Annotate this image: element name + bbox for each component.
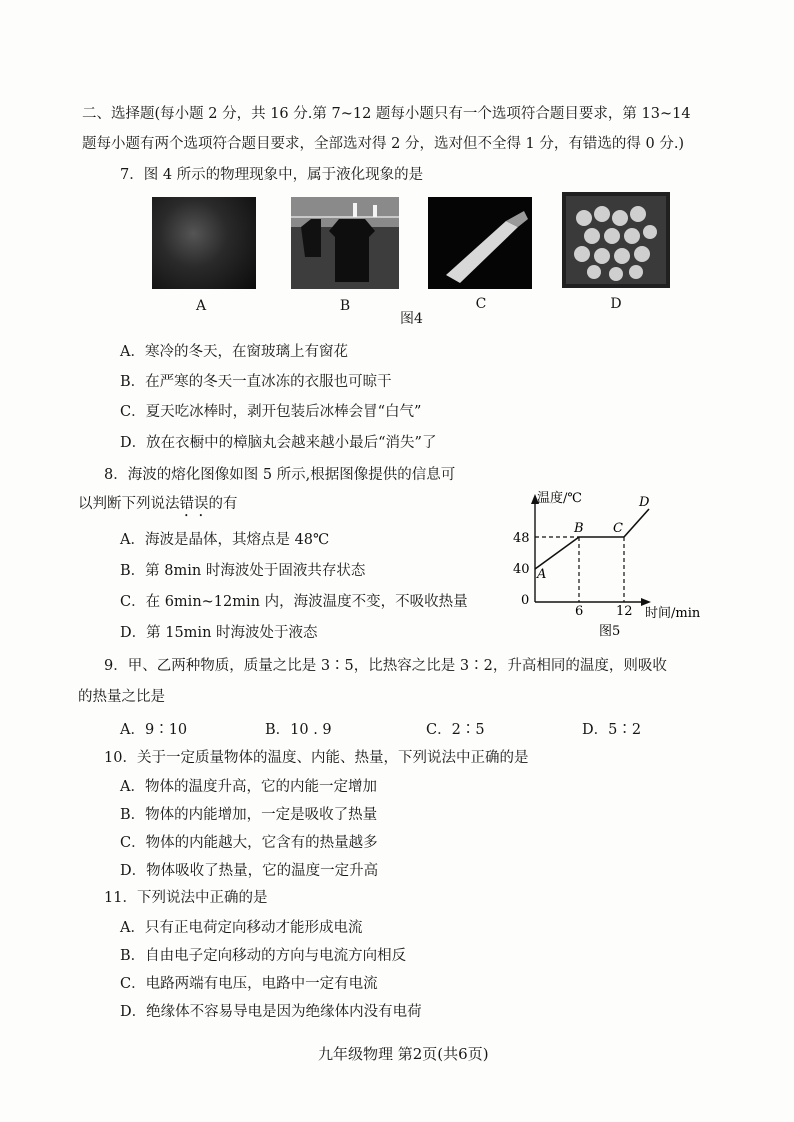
page-footer: 九年级物理 第2页(共6页) [318,1045,489,1063]
q8-option-b: B．第 8min 时海波处于固液共存状态 [120,563,366,579]
graph-x-tick-12: 12 [616,604,633,619]
q7-option-a: A．寒冷的冬天，在窗玻璃上有窗花 [120,344,348,360]
q11-option-c: C．电路两端有电压，电路中一定有电流 [120,976,378,992]
photo-d-mothballs [562,192,670,288]
q10-option-c: C．物体的内能越大，它含有的热量越多 [120,835,378,851]
q7-option-c: C．夏天吃冰棒时，剥开包装后冰棒会冒“白气” [120,404,422,420]
graph-point-a: A [537,567,547,582]
q8-stem-line2: 以判断下列说法错误的有 [78,496,238,512]
q9-option-a: A．9∶10 [120,722,188,738]
graph-melting-curve [535,509,649,569]
q9-stem-line1: 9．甲、乙两种物质，质量之比是 3∶5，比热容之比是 3∶2，升高相同的温度，则吸收 [104,658,667,674]
q9-option-d: D．5∶2 [582,722,642,738]
q7-stem: 7．图 4 所示的物理现象中，属于液化现象的是 [120,167,424,183]
photo-a-window-frost [152,197,256,289]
q11-stem: 11．下列说法中正确的是 [104,890,268,906]
q8-emphasis-word: 错误 [179,496,209,512]
graph-point-d: D [639,495,650,510]
figure-5-melting-graph [505,480,725,645]
q8-option-c: C．在 6min~12min 内，海波温度不变，不吸收热量 [120,594,468,610]
q10-stem: 10．关于一定质量物体的温度、内能、热量，下列说法中正确的是 [104,750,529,766]
q9-option-c: C．2∶5 [426,722,485,738]
graph-point-b: B [574,521,584,536]
photo-label-d: D [610,296,622,312]
q8-stem-line1: 8．海波的熔化图像如图 5 所示,根据图像提供的信息可 [104,467,456,483]
photo-label-a: A [195,298,207,314]
photo-b-frozen-clothes [291,197,399,289]
q11-option-d: D．绝缘体不容易导电是因为绝缘体内没有电荷 [120,1004,422,1020]
q10-option-b: B．物体的内能增加，一定是吸收了热量 [120,807,378,823]
photo-label-c: C [475,296,487,312]
q7-option-d: D．放在衣橱中的樟脑丸会越来越小最后“消失”了 [120,435,437,451]
photo-label-b: B [339,298,351,314]
q11-option-a: A．只有正电荷定向移动才能形成电流 [120,920,363,936]
q8-option-d: D．第 15min 时海波处于液态 [120,625,318,641]
section-header-line1: 二、选择题(每小题 2 分，共 16 分.第 7~12 题每小题只有一个选项符合题目要求，第 13~14 [82,106,691,122]
q11-option-b: B．自由电子定向移动的方向与电流方向相反 [120,948,407,964]
q9-stem-line2: 的热量之比是 [78,689,165,705]
graph-y-tick-48: 48 [513,531,530,546]
q10-option-d: D．物体吸收了热量，它的温度一定升高 [120,863,379,879]
graph-y-tick-0: 0 [521,593,530,608]
q10-option-a: A．物体的温度升高，它的内能一定增加 [120,779,377,795]
q9-option-b: B．10 . 9 [265,722,332,738]
graph-x-axis-label: 时间/min [645,606,701,621]
graph-x-tick-6: 6 [575,604,584,619]
graph-x-arrow [641,598,651,606]
graph-y-tick-40: 40 [513,562,530,577]
graph-y-axis-label: 温度/℃ [537,491,582,506]
figure-5-caption: 图5 [599,624,621,639]
q8-option-a: A．海波是晶体，其熔点是 48℃ [120,532,330,548]
graph-point-c: C [613,521,623,536]
q7-option-b: B．在严寒的冬天一直冰冻的衣服也可晾干 [120,374,392,390]
section-header-line2: 题每小题有两个选项符合题目要求，全部选对得 2 分，选对但不全得 1 分，有错选的得 0 分.) [82,136,685,152]
figure-4-caption: 图4 [400,311,423,327]
photo-c-ice-pop [428,197,532,289]
